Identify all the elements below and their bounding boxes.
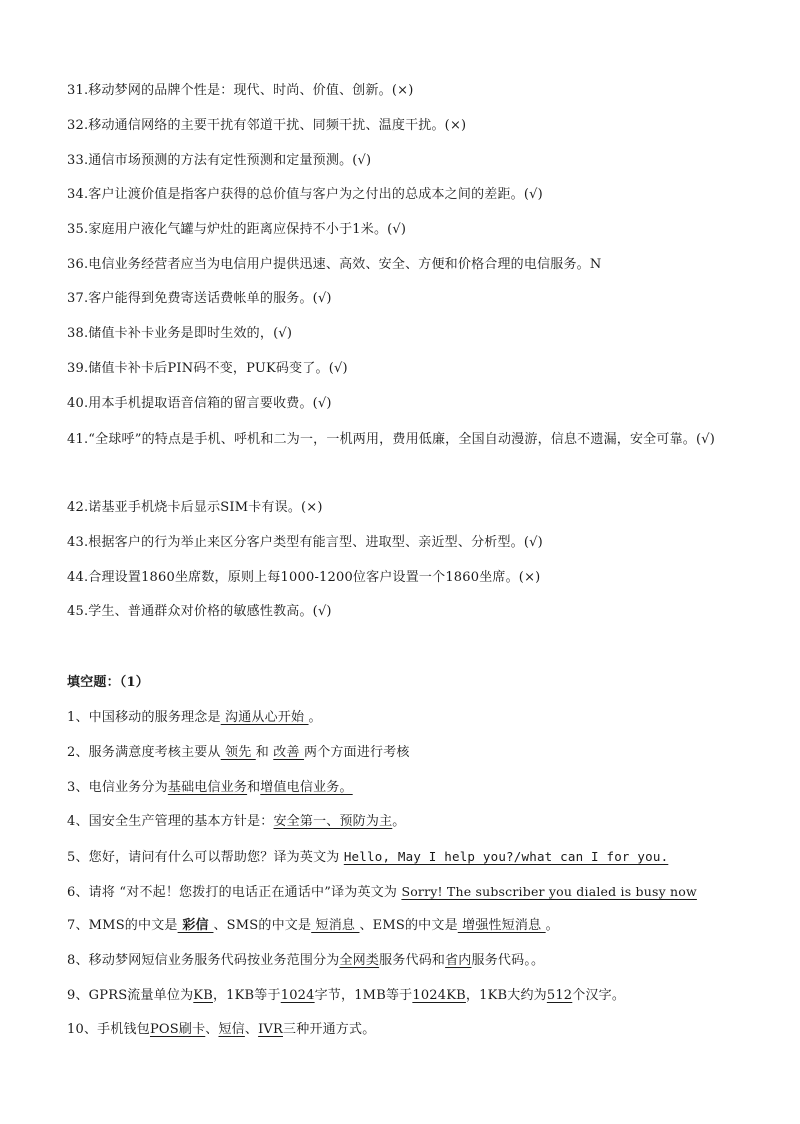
question-text: 6、请将 “对不起！您拨打的电话正在通话中”译为英文为 bbox=[67, 885, 402, 900]
question-text: ，1KB等于 bbox=[212, 988, 281, 1003]
fill-item-10 bbox=[67, 1021, 744, 1039]
answer: 基础电信业务 bbox=[167, 780, 248, 795]
question-text: 2、服务满意度考核主要从 bbox=[67, 745, 221, 760]
fill-item-7 bbox=[67, 917, 744, 935]
judgement-item: 34.客户让渡价值是指客户获得的总价值与客户为之付出的总成本之间的差距。(√) bbox=[67, 187, 543, 202]
question-text: 10、手机钱包 bbox=[67, 1022, 150, 1037]
answer: 改善 bbox=[273, 745, 305, 760]
question-text: 。 bbox=[308, 710, 322, 725]
judgement-item: 31.移动梦网的品牌个性是：现代、时尚、价值、创新。(×) bbox=[67, 83, 414, 98]
answer: 全网类 bbox=[339, 953, 380, 968]
answer: POS刷卡 bbox=[149, 1022, 206, 1037]
judgement-item: 39.储值卡补卡后PIN码不变，PUK码变了。(√) bbox=[67, 361, 348, 376]
judgement-item: 40.用本手机提取语音信箱的留言要收费。(√) bbox=[67, 396, 332, 411]
question-text: 三种开通方式。 bbox=[283, 1022, 376, 1037]
answer: 增强性短消息 bbox=[457, 918, 546, 933]
answer: 沟通从心开始 bbox=[220, 710, 309, 725]
question-text: 、 bbox=[205, 1022, 219, 1037]
answer: 安全第一、预防为主 bbox=[273, 814, 393, 829]
judgement-item: 44.合理设置1860坐席数，原则上每1000-1200位客户设置一个1860坐席。(×) bbox=[67, 570, 541, 585]
answer: 领先 bbox=[220, 745, 256, 760]
question-text: 。 bbox=[392, 814, 406, 829]
question-text: 字节，1MB等于 bbox=[314, 988, 413, 1003]
question-text: 9、GPRS流量单位为 bbox=[67, 988, 194, 1003]
answer: 增值电信业务。 bbox=[260, 780, 353, 795]
judgement-item: 38.储值卡补卡业务是即时生效的，(√) bbox=[67, 326, 293, 341]
answer: KB bbox=[193, 988, 213, 1003]
question-text: 1、中国移动的服务理念是 bbox=[67, 710, 221, 725]
answer: 彩信 bbox=[177, 918, 214, 933]
fill-item-4 bbox=[67, 813, 744, 831]
question-text: 5、您好，请问有什么可以帮助您？译为英文为 bbox=[67, 850, 344, 865]
question-text: ，1KB大约为 bbox=[465, 988, 547, 1003]
judgement-item: 35.家庭用户液化气罐与炉灶的距离应保持不小于1米。(√) bbox=[67, 222, 407, 237]
question-text: 3、电信业务分为 bbox=[67, 780, 168, 795]
question-text: 、 bbox=[244, 1022, 259, 1037]
judgement-item: 32.移动通信网络的主要干扰有邻道干扰、同频干扰、温度干扰。(×) bbox=[67, 118, 467, 133]
question-text: 、SMS的中文是 bbox=[213, 918, 312, 933]
question-text: 4、国安全生产管理的基本方针是： bbox=[67, 814, 274, 829]
answer: 1024 bbox=[280, 988, 315, 1003]
question-text: 个汉字。 bbox=[572, 988, 626, 1003]
answer: 1024KB bbox=[412, 988, 466, 1003]
question-text: 和 bbox=[247, 780, 261, 795]
judgement-item: 37.客户能得到免费寄送话费帐单的服务。(√) bbox=[67, 291, 332, 306]
fill-item-5 bbox=[67, 848, 744, 867]
fill-item-9 bbox=[67, 987, 744, 1005]
question-text: 7、MMS的中文是 bbox=[67, 918, 178, 933]
fill-item-2 bbox=[67, 744, 744, 762]
answer: Hello, May I help you?/what can I for you. bbox=[343, 849, 669, 864]
question-text: 服务代码。。 bbox=[471, 953, 545, 968]
answer: Sorry! The subscriber you dialed is busy now bbox=[401, 884, 697, 899]
fill-item-6 bbox=[67, 883, 744, 902]
question-text: 和 bbox=[255, 745, 274, 760]
answer: 512 bbox=[546, 988, 573, 1003]
fill-item-8 bbox=[67, 952, 744, 970]
section-heading: 填空题：（1） bbox=[67, 675, 149, 690]
judgement-item: 45.学生、普通群众对价格的敏感性教高。(√) bbox=[67, 604, 332, 619]
judgement-item: 42.诺基亚手机烧卡后显示SIM卡有误。(×) bbox=[67, 500, 323, 515]
question-text: 、EMS的中文是 bbox=[359, 918, 458, 933]
question-text: 两个方面进行考核 bbox=[304, 745, 410, 760]
answer: 省内 bbox=[445, 953, 472, 968]
fill-item-1 bbox=[67, 709, 744, 727]
judgement-item: 41.“全球呼”的特点是手机、呼机和二为一，一机两用，费用低廉，全国自动漫游，信息不遗漏，安全可靠。(√) bbox=[67, 432, 715, 447]
answer: 短信 bbox=[218, 1022, 245, 1037]
judgement-item: 43.根据客户的行为举止来区分客户类型有能言型、进取型、亲近型、分析型。(√) bbox=[67, 535, 543, 550]
fill-item-3 bbox=[67, 779, 744, 797]
question-text: 。 bbox=[545, 918, 559, 933]
question-text: 8、移动梦网短信业务服务代码按业务范围分为 bbox=[67, 953, 340, 968]
judgement-item: 36.电信业务经营者应当为电信用户提供迅速、高效、安全、方便和价格合理的电信服务。N bbox=[67, 257, 602, 272]
judgement-item: 33.通信市场预测的方法有定性预测和定量预测。(√) bbox=[67, 153, 372, 168]
question-text: 服务代码和 bbox=[379, 953, 446, 968]
answer: 短消息 bbox=[311, 918, 360, 933]
answer: IVR bbox=[258, 1022, 283, 1037]
